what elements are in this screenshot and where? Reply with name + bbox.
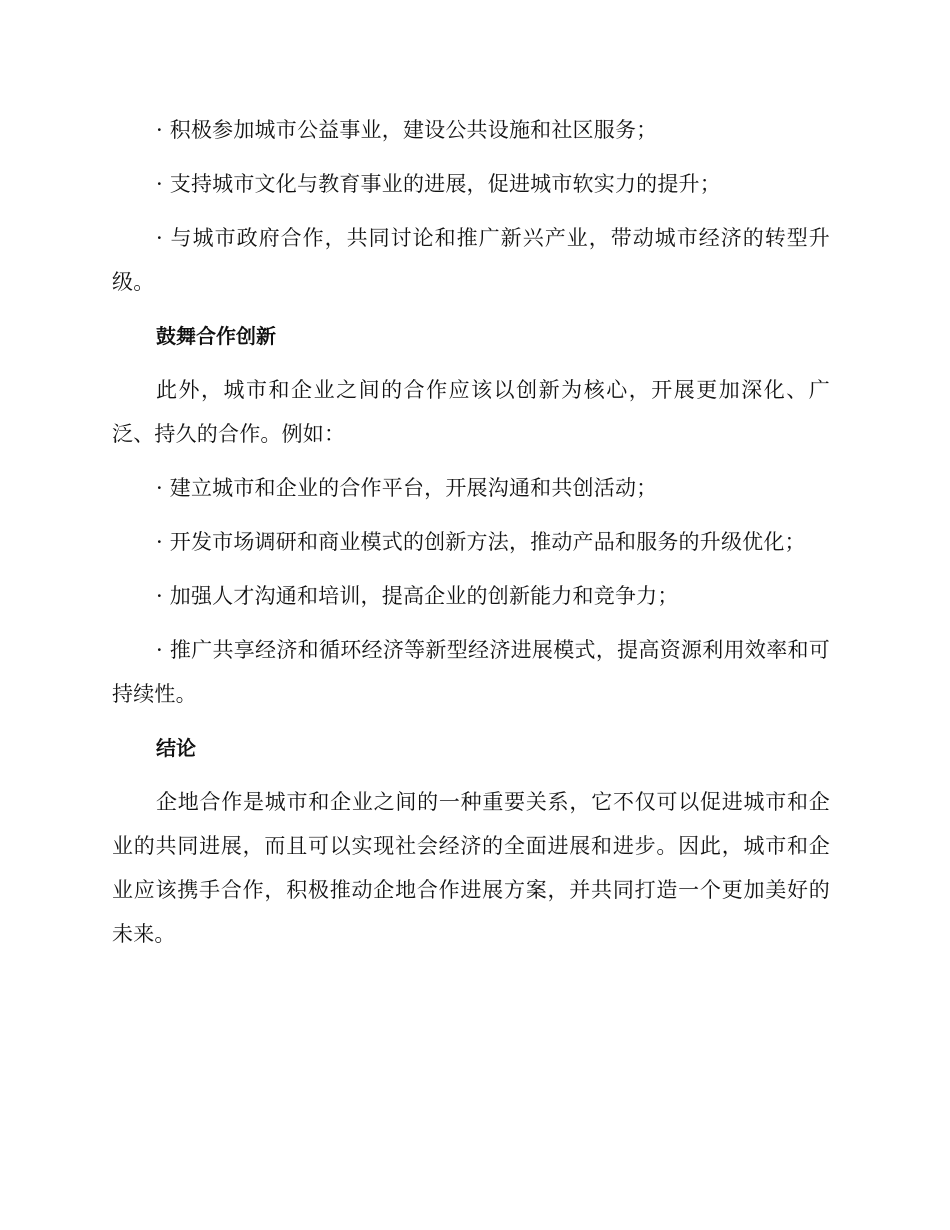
document-body xyxy=(112,108,830,966)
section-heading-conclusion: 结论 xyxy=(156,736,196,760)
bullet-talent-training: · 加强人才沟通和培训，提高企业的创新能力和竞争力； xyxy=(156,584,679,608)
bullet-public-welfare: · 积极参加城市公益事业，建设公共设施和社区服务； xyxy=(156,118,658,142)
bullet-government-cooperation: · 与城市政府合作，共同讨论和推广新兴产业，带动城市经济的转型升级。 xyxy=(112,226,830,294)
section-heading-innovation: 鼓舞合作创新 xyxy=(156,324,276,348)
conclusion-paragraph: 企地合作是城市和企业之间的一种重要关系，它不仅可以促进城市和企业的共同进展，而且可以实现社会经济的全面进展和进步。因此，城市和企业应该携手合作，积极推动企地合作进展方案，并共同打造一个更加美好的未来。 xyxy=(112,790,830,946)
bullet-cooperation-platform: · 建立城市和企业的合作平台，开展沟通和共创活动； xyxy=(156,476,658,500)
bullet-culture-education: · 支持城市文化与教育事业的进展，促进城市软实力的提升； xyxy=(156,172,721,196)
bullet-market-research: · 开发市场调研和商业模式的创新方法，推动产品和服务的升级优化； xyxy=(156,530,806,554)
innovation-intro-paragraph: 此外，城市和企业之间的合作应该以创新为核心，开展更加深化、广泛、持久的合作。例如： xyxy=(112,378,830,446)
bullet-sharing-economy: · 推广共享经济和循环经济等新型经济进展模式，提高资源利用效率和可持续性。 xyxy=(112,638,830,706)
